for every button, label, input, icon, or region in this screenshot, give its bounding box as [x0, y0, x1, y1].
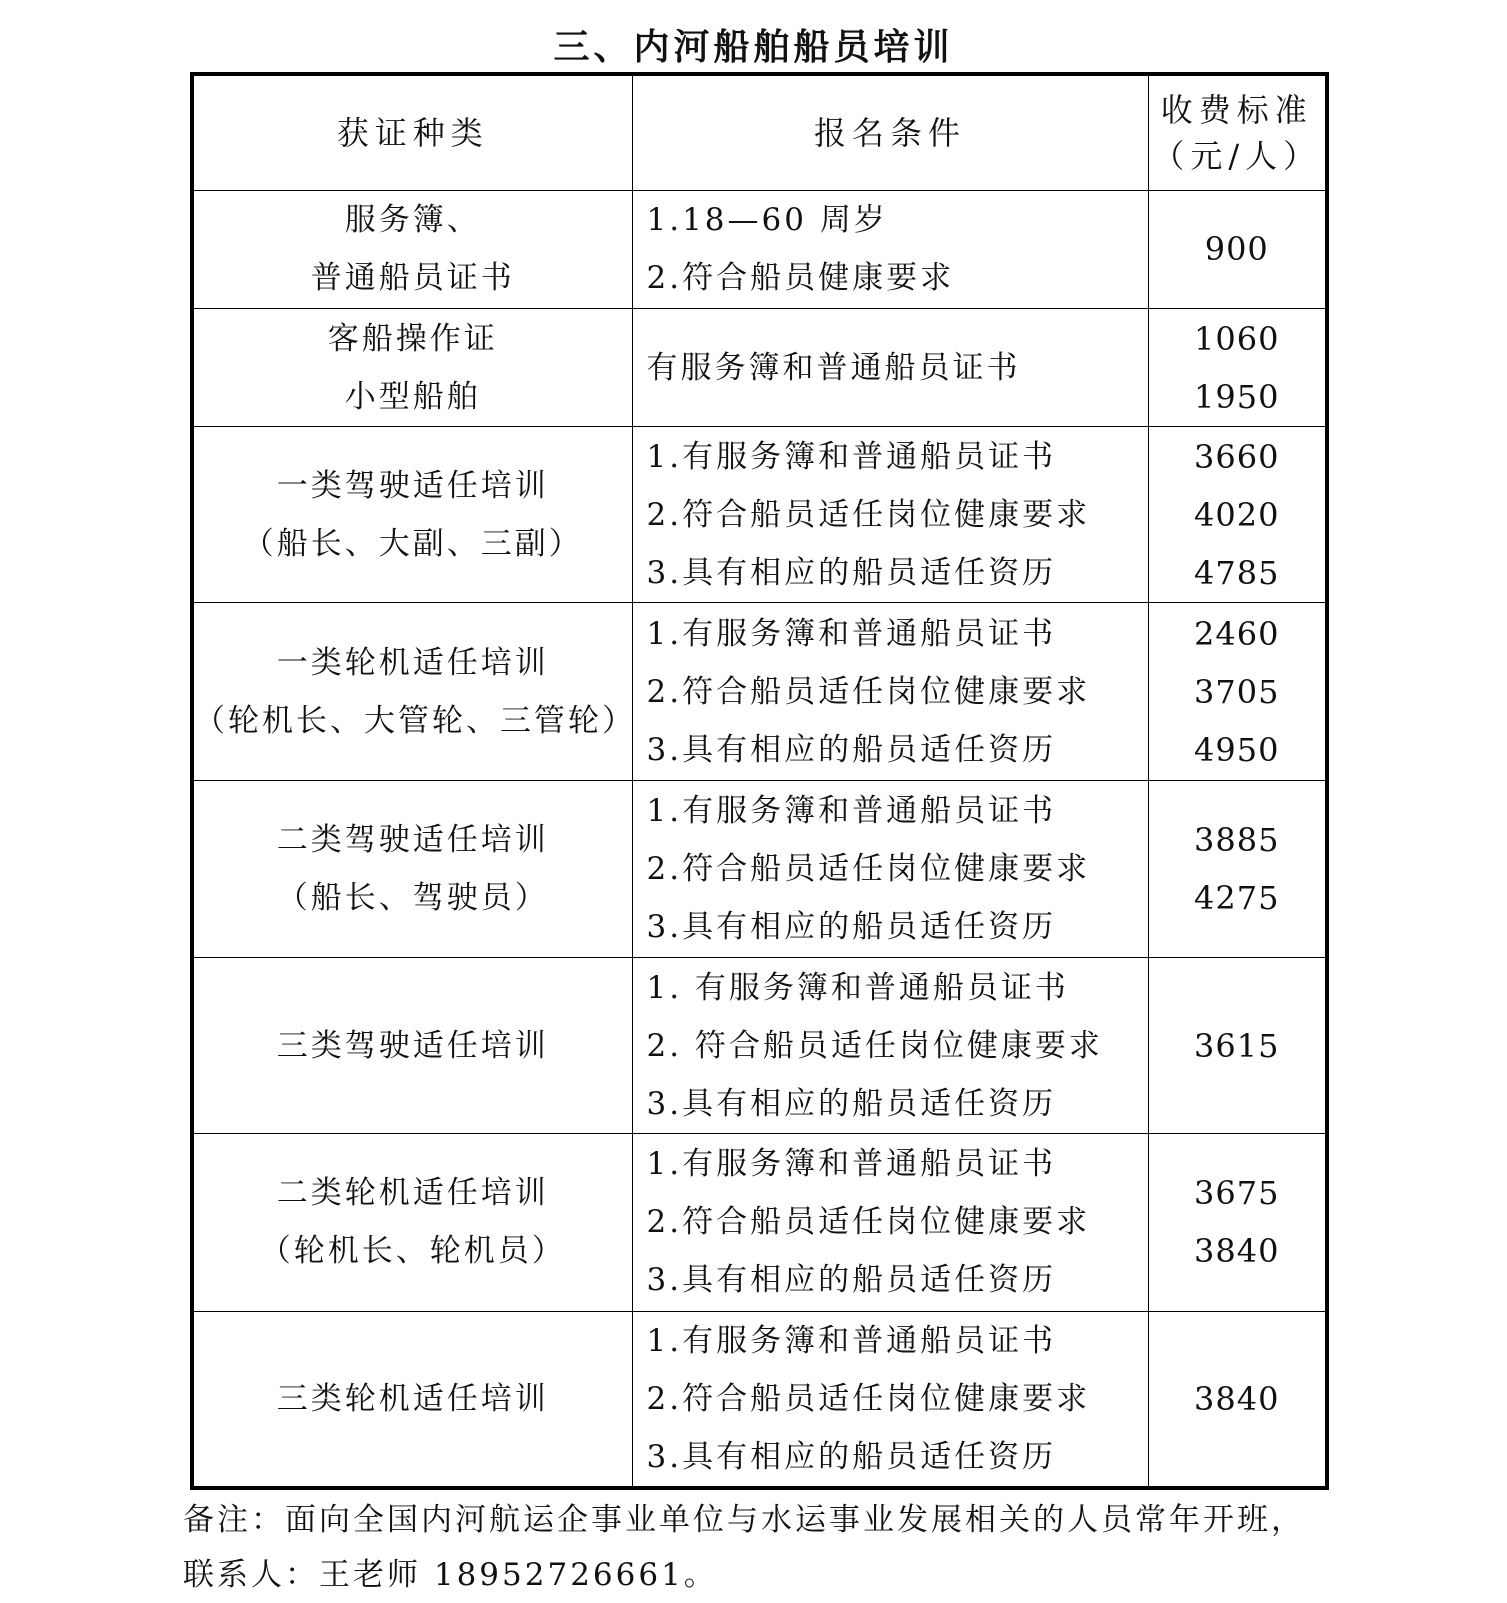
header-conditions: 报名条件	[632, 74, 1148, 190]
table-row	[192, 1134, 1327, 1311]
table-row	[192, 427, 1327, 603]
page-title: 三、内河船舶船员培训	[553, 26, 954, 68]
fee-cell: 3660 4020 4785	[1148, 427, 1327, 603]
table-row	[192, 1311, 1327, 1488]
table-row	[192, 308, 1327, 426]
certificate-type-cell: 客船操作证 小型船舶	[192, 308, 632, 426]
conditions-cell: 1. 有服务簿和普通船员证书 2. 符合船员适任岗位健康要求 3.具有相应的船员适任资历	[632, 958, 1148, 1134]
header-fee: 收费标准 （元/人）	[1148, 74, 1327, 190]
table-row	[192, 958, 1327, 1134]
certificate-type-cell: 二类轮机适任培训 （轮机长、轮机员）	[192, 1134, 632, 1311]
table-row	[192, 603, 1327, 780]
conditions-cell: 1.有服务簿和普通船员证书 2.符合船员适任岗位健康要求 3.具有相应的船员适任资历	[632, 427, 1148, 603]
fee-cell: 900	[1148, 190, 1327, 308]
conditions-cell: 1.18—60 周岁 2.符合船员健康要求	[632, 190, 1148, 308]
conditions-cell: 1.有服务簿和普通船员证书 2.符合船员适任岗位健康要求 3.具有相应的船员适任资历	[632, 1134, 1148, 1311]
fee-cell: 2460 3705 4950	[1148, 603, 1327, 780]
certificate-type-cell: 一类轮机适任培训 （轮机长、大管轮、三管轮）	[192, 603, 632, 780]
fee-cell: 3615	[1148, 958, 1327, 1134]
table-header-row	[192, 74, 1327, 190]
certificate-type-cell: 服务簿、 普通船员证书	[192, 190, 632, 308]
remarks-line: 备注：面向全国内河航运企事业单位与水运事业发展相关的人员常年开班，	[183, 1502, 1305, 1538]
conditions-cell: 1.有服务簿和普通船员证书 2.符合船员适任岗位健康要求 3.具有相应的船员适任资历	[632, 1311, 1148, 1488]
conditions-cell: 1.有服务簿和普通船员证书 2.符合船员适任岗位健康要求 3.具有相应的船员适任资历	[632, 603, 1148, 780]
certificate-type-cell: 三类驾驶适任培训	[192, 958, 632, 1134]
certificate-type-cell: 二类驾驶适任培训 （船长、驾驶员）	[192, 780, 632, 957]
contact-line: 联系人：王老师 18952726661。	[183, 1557, 718, 1593]
header-certificate-type: 获证种类	[192, 74, 632, 190]
fee-cell: 3675 3840	[1148, 1134, 1327, 1311]
fee-cell: 3840	[1148, 1311, 1327, 1488]
training-fee-table	[190, 72, 1329, 1490]
remarks-note	[183, 1493, 1383, 1603]
certificate-type-cell: 一类驾驶适任培训 （船长、大副、三副）	[192, 427, 632, 603]
certificate-type-cell: 三类轮机适任培训	[192, 1311, 632, 1488]
conditions-cell: 1.有服务簿和普通船员证书 2.符合船员适任岗位健康要求 3.具有相应的船员适任资历	[632, 780, 1148, 957]
conditions-cell: 有服务簿和普通船员证书	[632, 308, 1148, 426]
fee-cell: 3885 4275	[1148, 780, 1327, 957]
fee-cell: 1060 1950	[1148, 308, 1327, 426]
table-row	[192, 780, 1327, 957]
table-row	[192, 190, 1327, 308]
